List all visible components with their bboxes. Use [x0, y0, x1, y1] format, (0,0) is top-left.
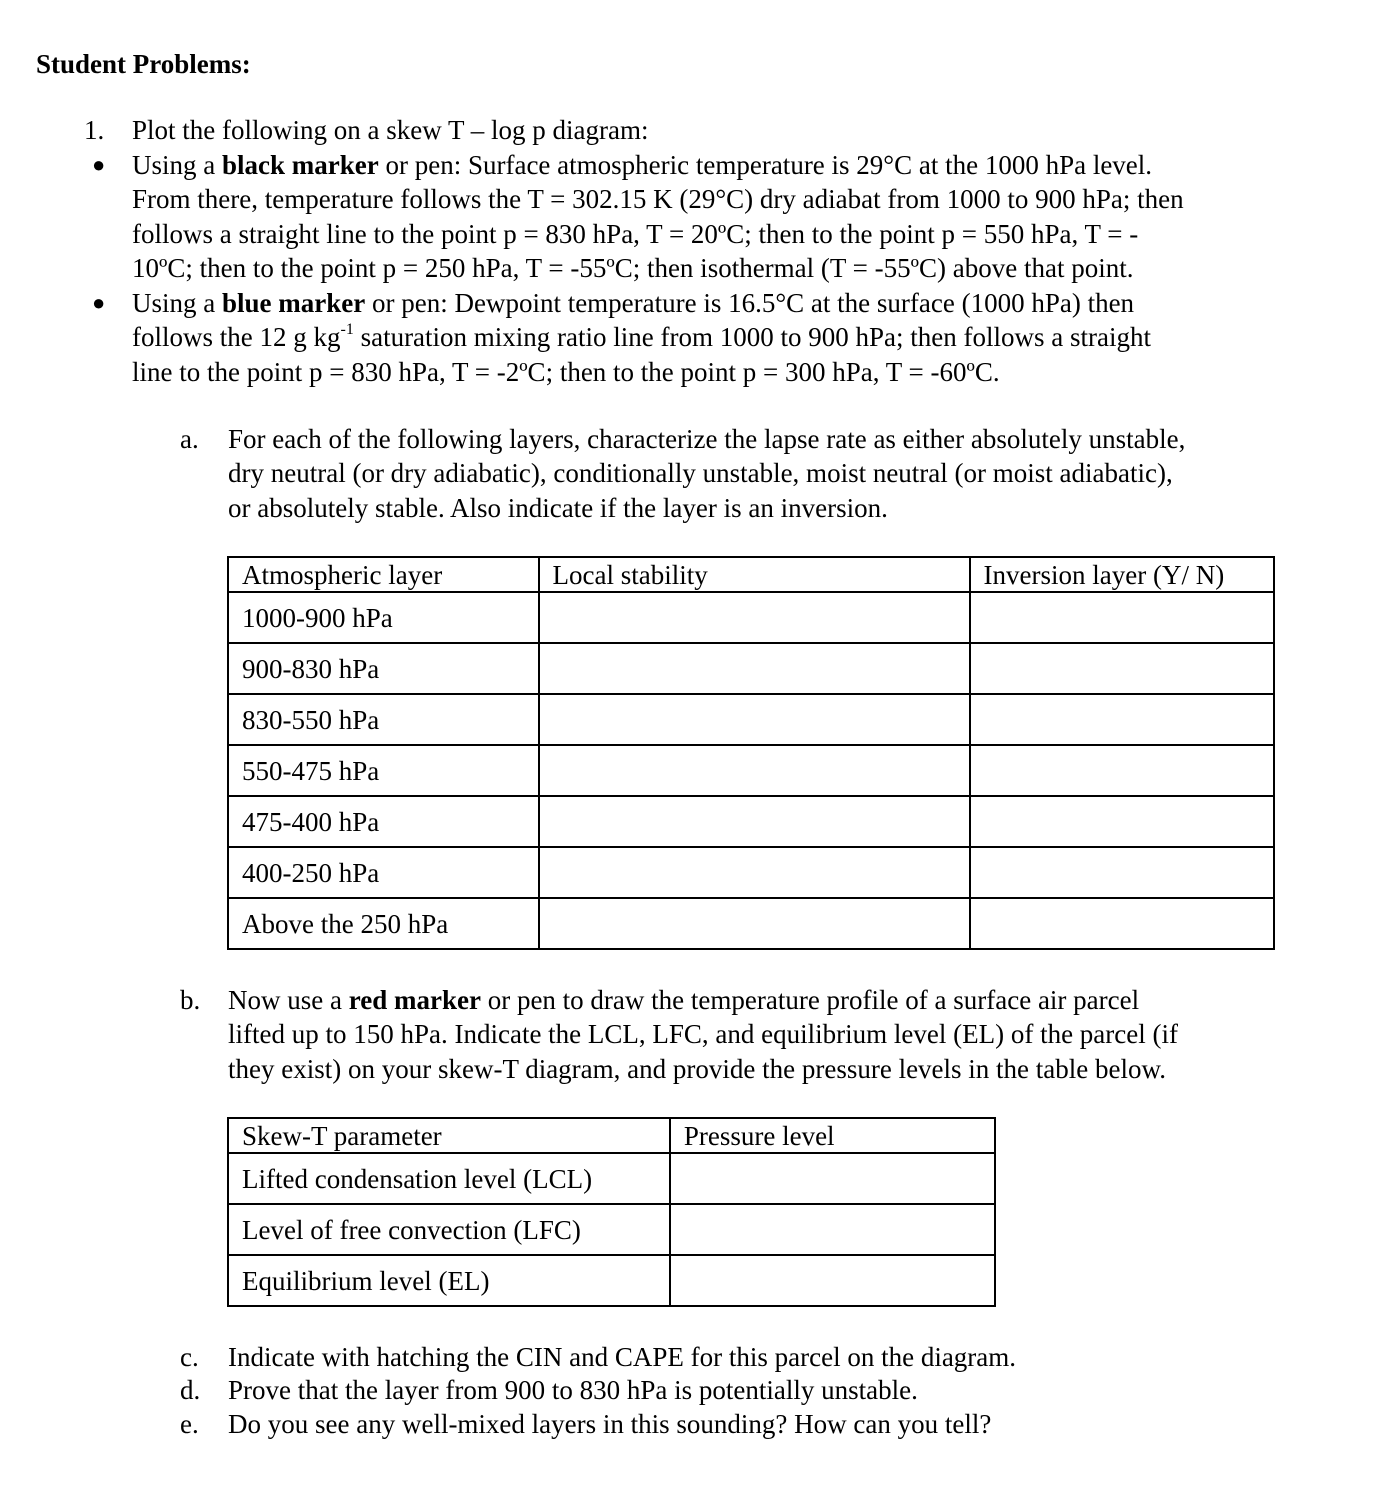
header-local-stability: Local stability [539, 557, 970, 592]
header-atmospheric-layer: Atmospheric layer [228, 557, 539, 592]
table-row [228, 643, 1274, 694]
layer-cell: 400-250 hPa [228, 847, 539, 898]
inversion-answer-cell[interactable] [970, 643, 1274, 694]
part-d-text: Prove that the layer from 900 to 830 hPa is potentially unstable. [228, 1375, 918, 1405]
part-a-label: a. [180, 424, 199, 454]
pressure-answer-cell[interactable] [670, 1204, 995, 1255]
parameter-cell: Level of free convection (LFC) [228, 1204, 670, 1255]
stability-answer-cell[interactable] [539, 847, 970, 898]
pressure-answer-cell[interactable] [670, 1153, 995, 1204]
layer-cell: Above the 250 hPa [228, 898, 539, 949]
inversion-answer-cell[interactable] [970, 745, 1274, 796]
header-pressure-level: Pressure level [670, 1118, 995, 1153]
inversion-answer-cell[interactable] [970, 592, 1274, 643]
table-row [228, 1153, 995, 1204]
header-inversion-layer: Inversion layer (Y/ N) [970, 557, 1274, 592]
table-row [228, 1255, 995, 1306]
stability-table [227, 556, 1275, 950]
table-row [228, 694, 1274, 745]
part-c-text: Indicate with hatching the CIN and CAPE for this parcel on the diagram. [228, 1342, 1017, 1372]
table-row [228, 745, 1274, 796]
bullet-icon: ● [92, 290, 106, 315]
table-row [228, 592, 1274, 643]
part-b-label: b. [180, 985, 201, 1015]
table-row [228, 898, 1274, 949]
table-header-row [228, 557, 1274, 592]
inversion-answer-cell[interactable] [970, 847, 1274, 898]
inversion-answer-cell[interactable] [970, 898, 1274, 949]
problem-intro: Plot the following on a skew T – log p diagram: [132, 115, 649, 145]
table-header-row [228, 1118, 995, 1153]
layer-cell: 830-550 hPa [228, 694, 539, 745]
stability-answer-cell[interactable] [539, 745, 970, 796]
stability-answer-cell[interactable] [539, 643, 970, 694]
parameter-cell: Equilibrium level (EL) [228, 1255, 670, 1306]
header-skewt-parameter: Skew-T parameter [228, 1118, 670, 1153]
layer-cell: 1000-900 hPa [228, 592, 539, 643]
parameter-cell: Lifted condensation level (LCL) [228, 1153, 670, 1204]
table-row [228, 1204, 995, 1255]
bullet-blue-text: Using a blue marker or pen: Dewpoint temperature is 16.5°C at the surface (1000 hPa) then follows the 12 g $kg^{-1}$ saturation mixing ratio line from 1000 to 900 hPa; then follows a straight line to the point p = 830 hPa, T = -2ºC; then to the point p = 300 hPa, T = -60ºC. [132, 288, 1151, 387]
table-row [228, 796, 1274, 847]
layer-cell: 900-830 hPa [228, 643, 539, 694]
inversion-answer-cell[interactable] [970, 694, 1274, 745]
problem-number: 1. [84, 115, 105, 145]
part-e-text: Do you see any well-mixed layers in this sounding? How can you tell? [228, 1409, 992, 1439]
stability-answer-cell[interactable] [539, 796, 970, 847]
page-heading: Student Problems: [36, 49, 251, 79]
part-b-text: Now use a red marker or pen to draw the temperature profile of a surface air parcel lifted up to 150 hPa. Indicate the LCL, LFC, and equilibrium level (EL) of the parcel (if they exist) on your skew-T diagram, and provide the pressure levels in the table below. [228, 985, 1178, 1084]
inversion-answer-cell[interactable] [970, 796, 1274, 847]
pressure-answer-cell[interactable] [670, 1255, 995, 1306]
part-e-label: e. [180, 1409, 199, 1439]
table-row [228, 847, 1274, 898]
parcel-levels-table [227, 1117, 996, 1307]
part-c-label: c. [180, 1342, 199, 1372]
part-d-label: d. [180, 1375, 201, 1405]
stability-answer-cell[interactable] [539, 694, 970, 745]
bullet-icon: ● [92, 152, 106, 177]
stability-answer-cell[interactable] [539, 898, 970, 949]
bullet-black-text: Using a black marker or pen: Surface atmospheric temperature is 29°C at the 1000 hPa level. From there, temperature follows the T = 302.15 K (29°C) dry adiabat from 1000 to 900 hPa; then follows a straight line to the point p = 830 hPa, T = 20ºC; then to the point p = 550 hPa, T = - 10ºC; then to the point p = 250 hPa, T = -55ºC; then isothermal (T = -55ºC) above that point. [132, 150, 1184, 284]
stability-answer-cell[interactable] [539, 592, 970, 643]
layer-cell: 550-475 hPa [228, 745, 539, 796]
layer-cell: 475-400 hPa [228, 796, 539, 847]
part-a-text: For each of the following layers, characterize the lapse rate as either absolutely unstable, dry neutral (or dry adiabatic), conditionally unstable, moist neutral (or moist adiabatic), or absolutely stable. Also indicate if the layer is an inversion. [228, 424, 1186, 523]
